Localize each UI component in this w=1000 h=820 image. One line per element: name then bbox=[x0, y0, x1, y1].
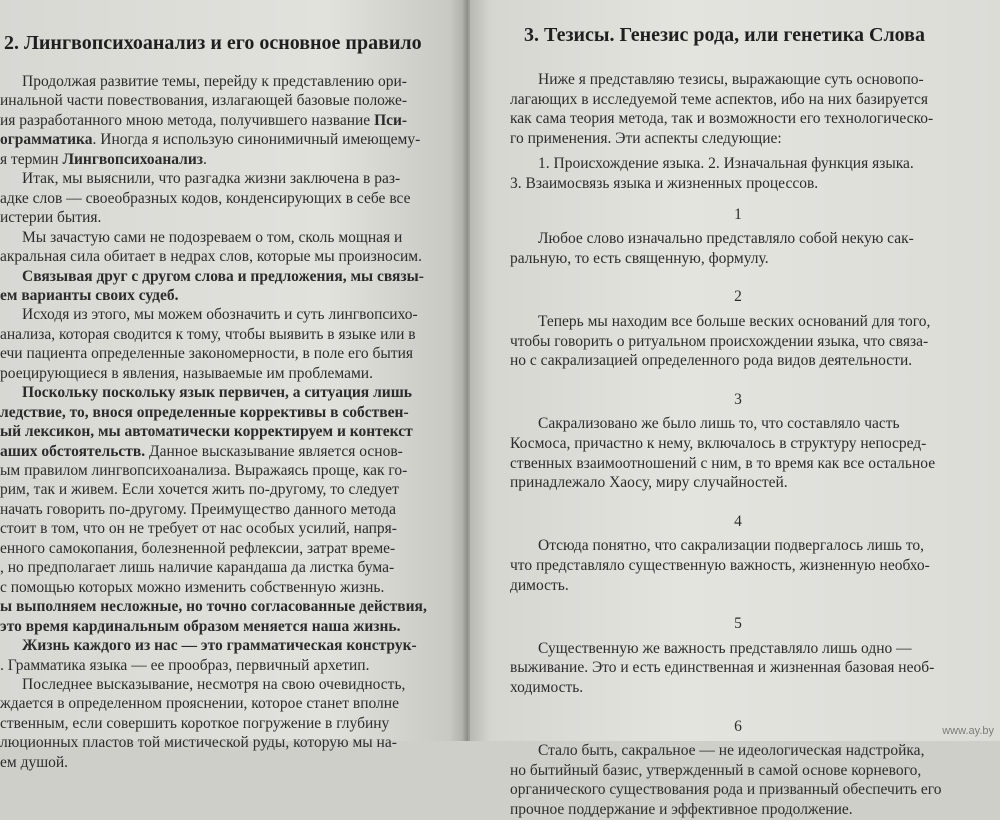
left-text-line: енного самокопания, болезненной рефлексии, затрат време- bbox=[0, 539, 396, 557]
thesis-number: 2 bbox=[734, 288, 742, 306]
left-text-segment: . Иногда я использую синонимичный имеющему- bbox=[92, 131, 421, 149]
thesis-text-line: Теперь мы находим все больше веских оснований для того, bbox=[538, 313, 931, 330]
left-text-line: анализа, которая сводится к тому, чтобы выявить в языке или в bbox=[0, 325, 416, 343]
right-intro-line: лагающих в исследуемой теме аспектов, ибо на них базируется bbox=[510, 90, 929, 108]
left-text-line: ственным, если совершить короткое погружение в глубину bbox=[0, 714, 390, 732]
left-text-line: истерии бытия. bbox=[0, 209, 102, 227]
right-page bbox=[470, 0, 1000, 818]
left-text-line: , но предполагает лишь наличие карандаша да листка бума- bbox=[0, 559, 395, 577]
thesis-text-line: димость. bbox=[510, 576, 569, 594]
thesis-number: 1 bbox=[734, 205, 742, 223]
thesis-text-line: Стало быть, сакральное — не идеологическая надстройка, bbox=[538, 742, 925, 760]
left-text-line: роецирующиеся в явления, называемые им проблемами. bbox=[0, 364, 373, 382]
thesis-text-line: прочное поддержание и эффективное продолжение. bbox=[510, 801, 853, 818]
right-intro-line: 3. Взаимосвязь языка и жизненных процессов. bbox=[510, 175, 819, 192]
left-text-line: ждается в определенном прояснении, которое станет вполне bbox=[0, 695, 399, 713]
thesis-text-line: выживание. Это и есть единственная и жизненная базовая необ- bbox=[510, 659, 935, 677]
watermark: www.ay.by bbox=[942, 725, 994, 737]
thesis-text-line: принадлежало Хаосу, миру случайностей. bbox=[510, 474, 788, 492]
left-text-line: адке слов — своеобразных кодов, конденсирующих в себе все bbox=[0, 189, 411, 207]
left-bold-text: ы выполняем несложные, но точно согласованные действия, bbox=[0, 598, 427, 616]
thesis-number: 6 bbox=[734, 717, 742, 735]
left-text-line bbox=[0, 442, 403, 462]
right-intro-line: как сама теория метода, так и возможности его технологическо- bbox=[510, 110, 934, 128]
left-text-line bbox=[0, 286, 179, 306]
left-bold-text: ограмматика bbox=[0, 131, 93, 149]
left-text-line bbox=[0, 422, 413, 442]
thesis-text-line: Космоса, причастно к нему, включалось в структуру непосред- bbox=[510, 435, 927, 452]
left-bold-text: Лингвопсихоанализ bbox=[62, 150, 203, 168]
left-text-line bbox=[0, 130, 420, 150]
left-text-line: инальной части повествования, излагающей базовые положе- bbox=[0, 92, 408, 110]
left-text-line bbox=[22, 636, 417, 656]
left-text-segment: Данное высказывание является основ- bbox=[145, 442, 403, 460]
right-intro-line: Ниже я представляю тезисы, выражающие суть основопо- bbox=[538, 71, 924, 88]
left-text-line: с помощью которых можно изменить собственную жизнь. bbox=[0, 578, 385, 596]
left-page bbox=[0, 0, 468, 771]
left-text-line: начать говорить по-другому. Преимущество данного метода bbox=[0, 500, 396, 518]
left-text-line bbox=[22, 383, 412, 403]
left-text-line bbox=[0, 617, 401, 637]
left-text-segment: ия разработанного мною метода, получившего название bbox=[0, 111, 375, 129]
left-bold-text: ый лексикон, мы автоматически корректируем и контекст bbox=[0, 423, 413, 441]
thesis-number: 4 bbox=[734, 512, 742, 530]
left-bold-text: Связывая друг с другом слова и предложения, мы связы- bbox=[22, 267, 424, 285]
left-text-line: Итак, мы выяснили, что разгадка жизни заключена в раз- bbox=[22, 170, 401, 188]
right-chapter-heading: 3. Тезисы. Генезис рода, или генетика Слова bbox=[524, 24, 925, 46]
left-text-line: ым правилом лингвопсихоанализа. Выражаясь проще, как го- bbox=[0, 462, 408, 479]
thesis-text-line: Отсюда понятно, что сакрализации подвергалось лишь то, bbox=[538, 537, 925, 555]
left-bold-text: это время кардинальным образом меняется наша жизнь. bbox=[0, 617, 401, 635]
left-text-segment: я термин bbox=[0, 150, 63, 168]
thesis-text-line: Любое слово изначально представляло собой некую сак- bbox=[538, 230, 914, 248]
thesis-number: 5 bbox=[734, 615, 742, 633]
thesis-text-line: что представляло существенную важность, жизненную необхо- bbox=[510, 557, 930, 574]
left-text-line: Мы зачастую сами не подозреваем о том, сколь мощная и bbox=[22, 228, 403, 246]
left-bold-text: ем варианты своих судеб. bbox=[0, 286, 179, 304]
left-text-line: Последнее высказывание, несмотря на свою очевидность, bbox=[22, 675, 406, 693]
thesis-number: 3 bbox=[734, 390, 742, 408]
left-text-line bbox=[0, 111, 407, 131]
right-intro-line: го применения. Эти аспекты следующие: bbox=[510, 129, 782, 147]
left-bold-text: аших обстоятельств. bbox=[0, 442, 146, 460]
thesis-text-line: ходимость. bbox=[510, 679, 584, 696]
left-text-line: стоит в том, что он не требует от нас особых усилий, напря- bbox=[0, 520, 397, 538]
thesis-text-line: но с сакрализацией определенного рода видов деятельности. bbox=[510, 352, 913, 370]
thesis-text-line: чтобы говорить о ритуальном происхождении языка, что связа- bbox=[510, 332, 929, 350]
left-text-line: Исходя из этого, мы можем обозначить и суть лингвопсихо- bbox=[22, 306, 418, 324]
thesis-text-line: но бытийный базис, утвержденный в самой основе корневого, bbox=[510, 761, 922, 779]
thesis-text-line: Существенную же важность представляло лишь одно — bbox=[538, 639, 912, 657]
left-text-line bbox=[0, 403, 409, 423]
thesis-text-line: органического существования рода и призванный обеспечить его bbox=[510, 781, 942, 799]
right-intro-line: 1. Происхождение языка. 2. Изначальная функция языка. bbox=[538, 155, 914, 173]
left-text-line: акральная сила обитает в недрах слов, которые мы произносим. bbox=[0, 248, 422, 266]
left-text-line: Продолжая развитие темы, перейду к представлению ори- bbox=[22, 73, 407, 90]
left-chapter-heading: 2. Лингвопсихоанализ и его основное правило bbox=[4, 32, 422, 54]
left-text-line: люционных пластов той мистической руды, которую мы на- bbox=[0, 734, 397, 752]
left-bold-text: Пси- bbox=[374, 111, 408, 129]
thesis-text-line: ральную, то есть священную, формулу. bbox=[510, 249, 769, 267]
thesis-text-line: Сакрализовано же было лишь то, что составляло часть bbox=[538, 415, 900, 433]
left-text-line: ем душой. bbox=[0, 753, 69, 771]
left-bold-text: Жизнь каждого из нас — это грамматическая конструк- bbox=[22, 637, 417, 655]
left-text-line: . Грамматика языка — ее прообраз, первичный архетип. bbox=[0, 656, 370, 674]
left-text-line bbox=[0, 597, 427, 617]
left-text-line: рим, так и живем. Если хочется жить по-другому, то следует bbox=[0, 481, 399, 499]
left-bold-text: ледствие, то, внося определенные коррективы в собствен- bbox=[0, 403, 409, 421]
left-text-line: ечи пациента определенные закономерности, в поле его бытия bbox=[0, 345, 414, 363]
left-bold-text: Поскольку поскольку язык первичен, а ситуация лишь bbox=[22, 384, 412, 402]
left-text-line bbox=[22, 267, 424, 287]
left-text-segment: . bbox=[203, 150, 207, 168]
thesis-text-line: ственных взаимоотношений с ним, в то время как все остальное bbox=[510, 454, 936, 472]
left-text-line bbox=[0, 150, 207, 170]
